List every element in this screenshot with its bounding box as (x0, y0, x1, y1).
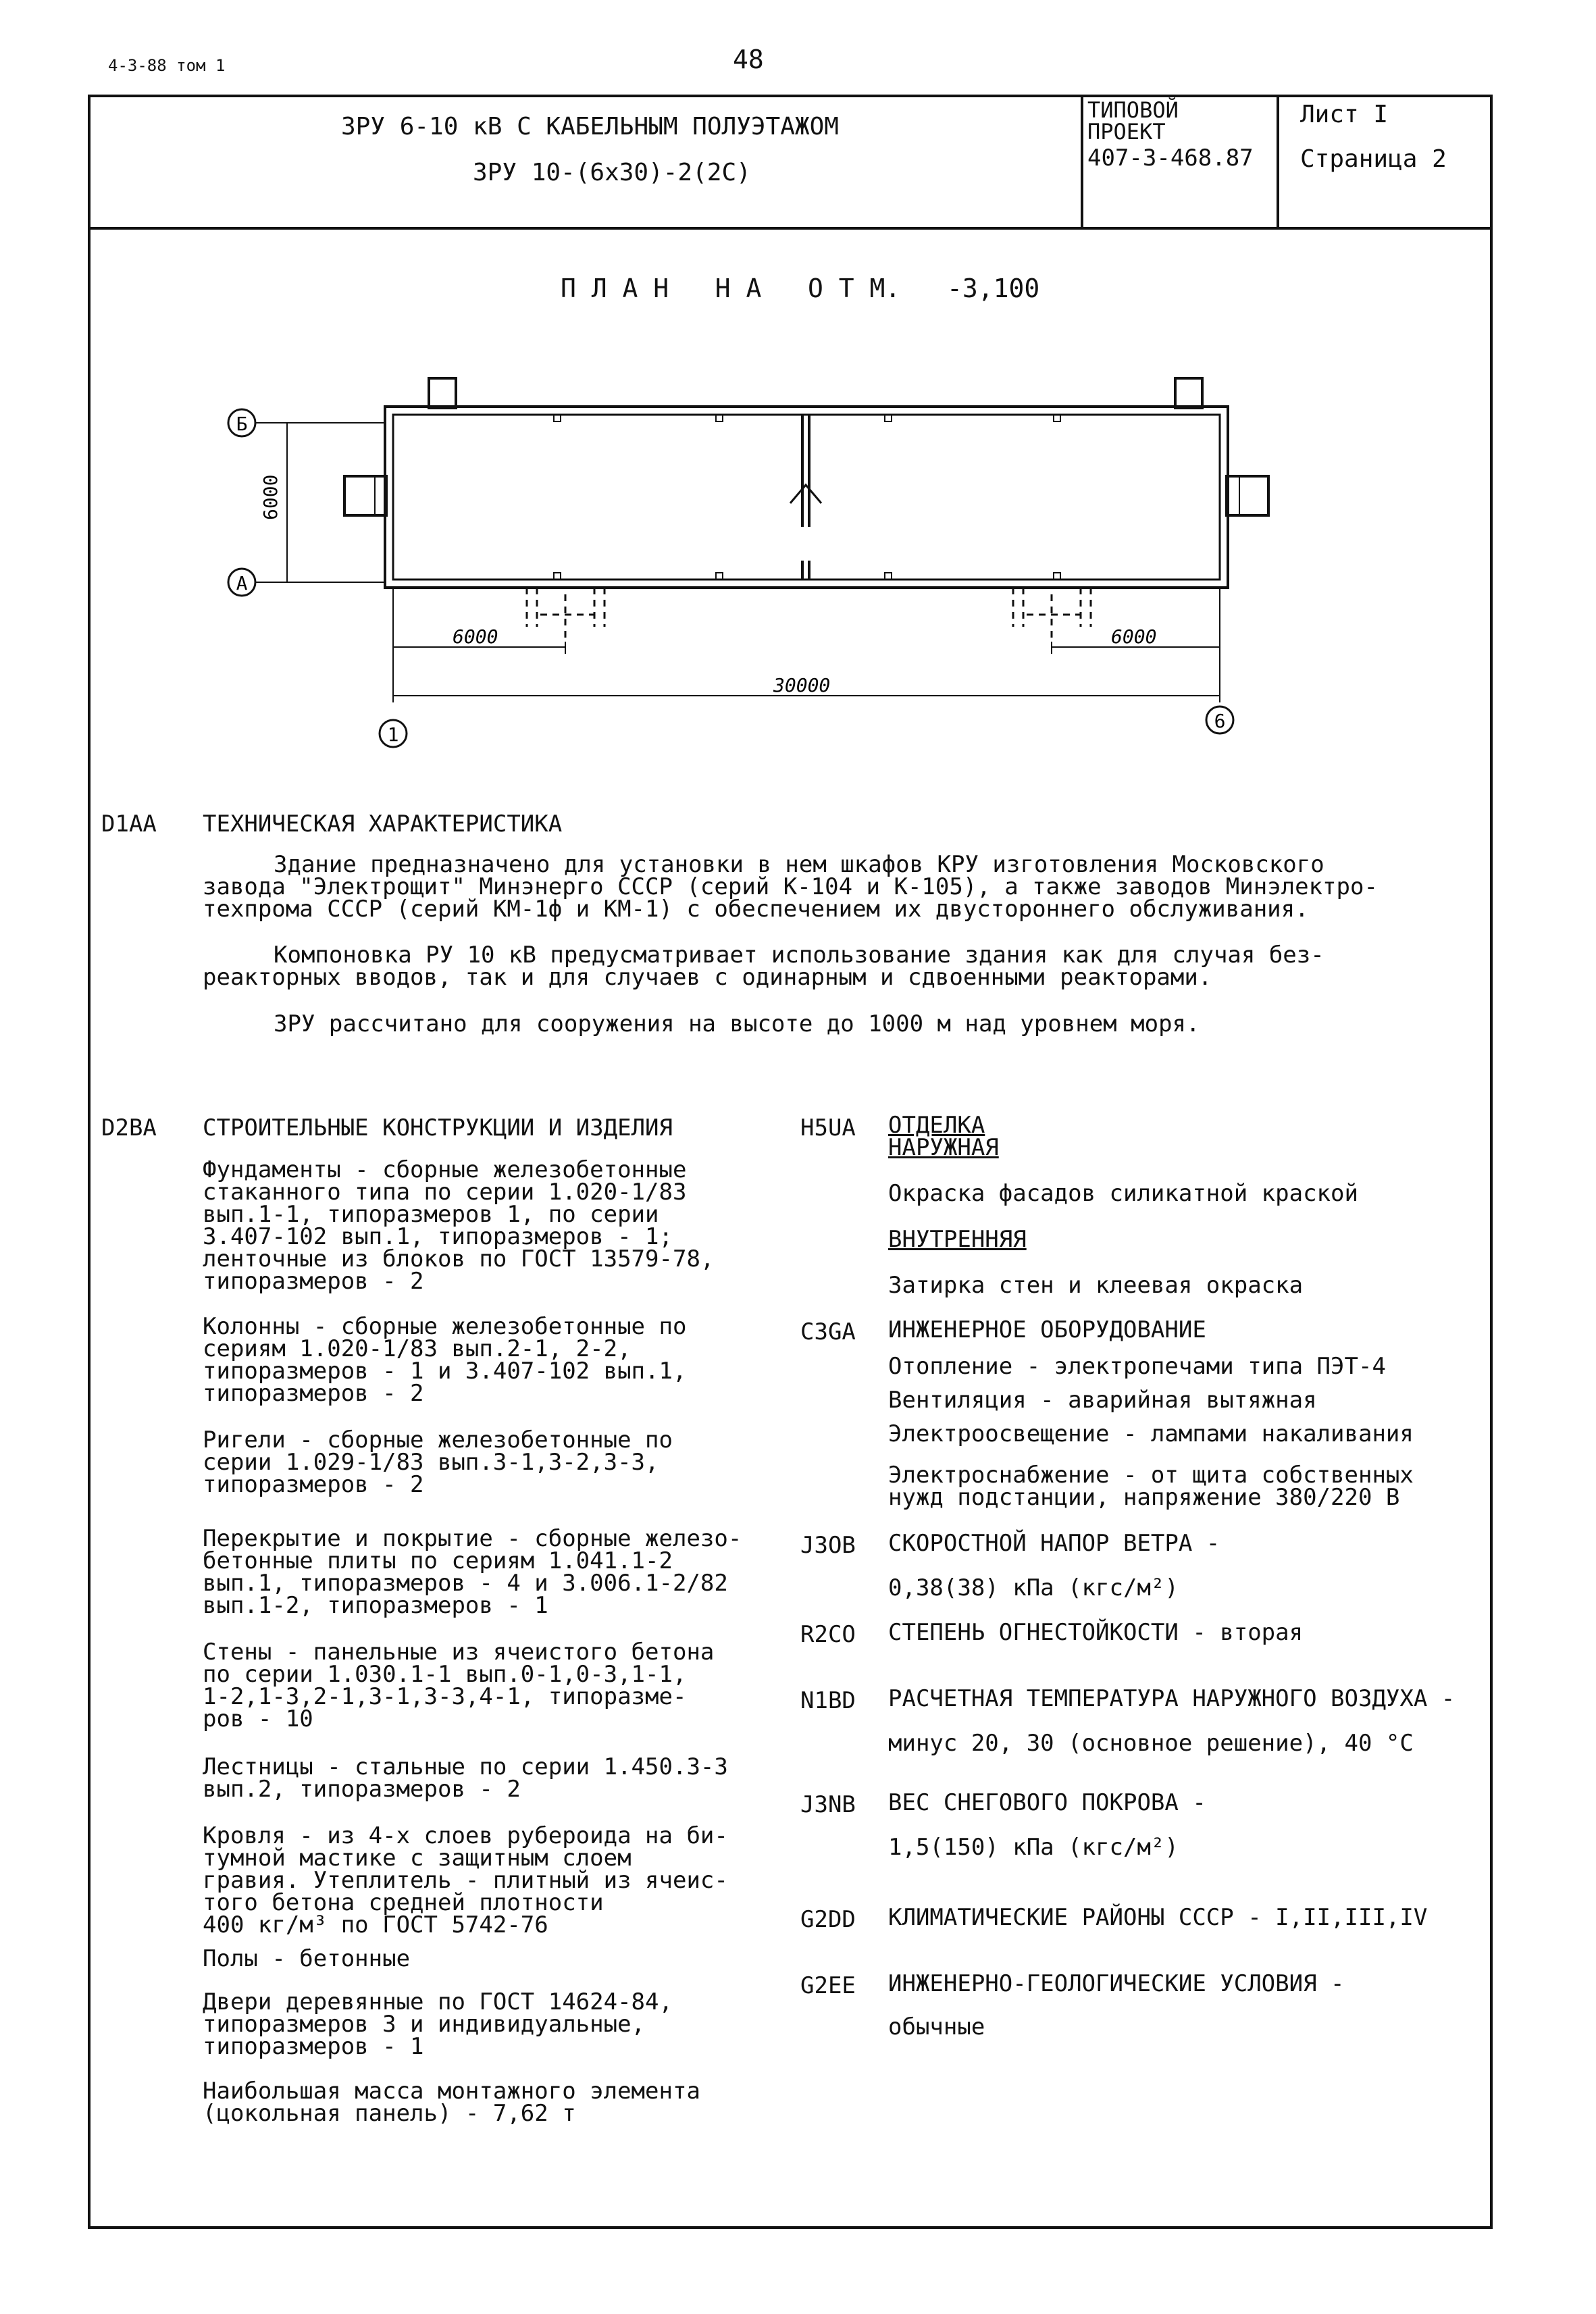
heading-finishing: ОТДЕЛКА НАРУЖНАЯ (888, 1112, 999, 1161)
text-columns: Колонны - сборные железобетонные по сериям 1.020-1/83 вып.2-1, 2-2, типоразмеров - 1 и 3.407-102 вып.1, типоразмеров - 2 (203, 1313, 687, 1407)
heading-snow: ВЕС СНЕГОВОГО ПОКРОВА - (888, 1789, 1206, 1816)
section-heading-construction: СТРОИТЕЛЬНЫЕ КОНСТРУКЦИИ И ИЗДЕЛИЯ (203, 1114, 673, 1141)
text-geology-value: обычные (888, 2013, 985, 2040)
text-doors: Двери деревянные по ГОСТ 14624-84, типоразмеров 3 и индивидуальные, типоразмеров - 1 (203, 1988, 673, 2060)
project-type-2: ПРОЕКТ (1087, 119, 1166, 145)
title-block-divider (1277, 95, 1279, 230)
heading-finishing-inner: ВНУТРЕННЯЯ (888, 1226, 1027, 1253)
project-type: ТИПОВОЙ (1087, 97, 1179, 123)
dim-vertical: 6000 (259, 474, 282, 520)
text-walls: Стены - панельные из ячеистого бетона по серии 1.030.1-1 вып.0-1,0-3,1-1, 1-2,1-3,2-1,3-1,3-3,4-1, типоразме- ров - 10 (203, 1639, 715, 1732)
text-foundations: Фундаменты - сборные железобетонные стаканного типа по серии 1.020-1/83 вып.1-1, типоразмеров 1, по серии 3.407-102 вып.1, типоразмеров - 1; ленточные из блоков по ГОСТ 13579-78, типоразмеров - 2 (203, 1156, 715, 1295)
text-fire-resistance: СТЕПЕНЬ ОГНЕСТОЙКОСТИ - вторая (888, 1619, 1304, 1646)
axis-b-label: Б (236, 413, 248, 435)
paragraph-tech-2: Компоновка РУ 10 кВ предусматривает использование здания как для случая без- реакторных вводов, так и для случаев с одинарным и сдвоенными реакторами. (203, 942, 1324, 991)
page-number: 48 (733, 45, 764, 74)
heading-engineering: ИНЖЕНЕРНОЕ ОБОРУДОВАНИЕ (888, 1316, 1206, 1343)
text-temperature-value: минус 20, 30 (основное решение), 40 °С (888, 1730, 1414, 1757)
axis-1-label: 1 (387, 723, 399, 746)
heading-geology: ИНЖЕНЕРНО-ГЕОЛОГИЧЕСКИЕ УСЛОВИЯ - (888, 1970, 1345, 1997)
sheet-label: Лист I (1300, 101, 1389, 128)
dim-total: 30000 (773, 674, 831, 696)
title-block-divider (1081, 95, 1083, 230)
inner-wall (393, 415, 1220, 580)
exit-left (429, 378, 456, 408)
document-subtitle: ЗРУ 10-(6х30)-2(2С) (473, 159, 751, 186)
text-ventilation: Вентиляция - аварийная вытяжная (888, 1387, 1317, 1414)
code-g2dd: G2DD (800, 1906, 856, 1933)
project-number: 407-3-468.87 (1087, 145, 1254, 172)
floor-plan (203, 365, 1310, 756)
text-floors: Полы - бетонные (203, 1945, 411, 1972)
entrance-left (344, 476, 386, 515)
dim-right: 6000 (1111, 625, 1157, 648)
text-slabs: Перекрытие и покрытие - сборные железо- бетонные плиты по сериям 1.041.1-2 вып.1, типоразмеров - 4 и 3.006.1-2/82 вып.1-2, типоразмеров - 1 (203, 1525, 742, 1619)
code-h5ua: H5UA (800, 1114, 856, 1141)
text-roof: Кровля - из 4-х слоев рубероида на би- тумной мастике с защитным слоем гравия. Утеплитель - плитный из ячеис- того бетона средней плотности 400 кг/м³ по ГОСТ 5742-76 (203, 1822, 728, 1938)
code-j3ob: J3OB (800, 1532, 856, 1559)
paragraph-tech-1: Здание предназначено для установки в нем шкафов КРУ изготовления Московского завода "Электрощит" Минэнерго СССР (серий К-104 и К-105), а также заводов Минэлектро- техпрома СССР (серий КМ-1ф и КМ-1) с обеспечением их двустороннего обслуживания. (203, 851, 1378, 923)
heading-wind: СКОРОСТНОЙ НАПОР ВЕТРА - (888, 1530, 1220, 1557)
text-climate-regions: КЛИМАТИЧЕСКИЕ РАЙОНЫ СССР - I,II,III,IV (888, 1904, 1428, 1931)
outer-wall (385, 407, 1228, 588)
code-j3nb: J3NB (800, 1791, 856, 1818)
volume-label: 4-3-88 том 1 (108, 56, 226, 75)
plan-title: П Л А Н Н А О Т М. -3,100 (561, 274, 1040, 303)
code-g2ee: G2EE (800, 1972, 856, 1999)
section-heading-tech: ТЕХНИЧЕСКАЯ ХАРАКТЕРИСТИКА (203, 811, 563, 838)
code-r2co: R2CO (800, 1621, 856, 1648)
text-mass: Наибольшая масса монтажного элемента (цокольная панель) - 7,62 т (203, 2078, 700, 2127)
heading-temperature: РАСЧЕТНАЯ ТЕМПЕРАТУРА НАРУЖНОГО ВОЗДУХА - (888, 1685, 1456, 1712)
text-stairs: Лестницы - стальные по серии 1.450.3-3 вып.2, типоразмеров - 2 (203, 1753, 728, 1803)
document-title: ЗРУ 6-10 кВ С КАБЕЛЬНЫМ ПОЛУЭТАЖОМ (341, 113, 839, 140)
text-girders: Ригели - сборные железобетонные по серии 1.029-1/83 вып.3-1,3-2,3-3, типоразмеров - 2 (203, 1426, 673, 1498)
axis-6-label: 6 (1214, 710, 1226, 732)
code-c3ga: C3GA (800, 1318, 856, 1345)
dim-left: 6000 (453, 625, 498, 648)
entrance-right (1227, 476, 1268, 515)
code-n1bd: N1BD (800, 1687, 856, 1714)
code-d2ba: D2BA (101, 1114, 157, 1141)
text-snow-value: 1,5(150) кПа (кгс/м²) (888, 1834, 1179, 1861)
text-finishing-inner: Затирка стен и клеевая окраска (888, 1272, 1304, 1299)
paragraph-tech-3: ЗРУ рассчитано для сооружения на высоте до 1000 м над уровнем моря. (274, 1010, 1200, 1037)
text-heating: Отопление - электропечами типа ПЭТ-4 (888, 1353, 1386, 1380)
text-lighting: Электроосвещение - лампами накаливания (888, 1420, 1414, 1447)
text-wind-value: 0,38(38) кПа (кгс/м²) (888, 1574, 1179, 1601)
code-d1aa: D1AA (101, 811, 157, 838)
axis-a-label: А (236, 572, 248, 594)
exit-right (1175, 378, 1202, 408)
text-power: Электроснабжение - от щита собственных нужд подстанции, напряжение 380/220 В (888, 1462, 1414, 1511)
page-label: Страница 2 (1300, 145, 1447, 173)
text-finishing-outer: Окраска фасадов силикатной краской (888, 1180, 1358, 1207)
